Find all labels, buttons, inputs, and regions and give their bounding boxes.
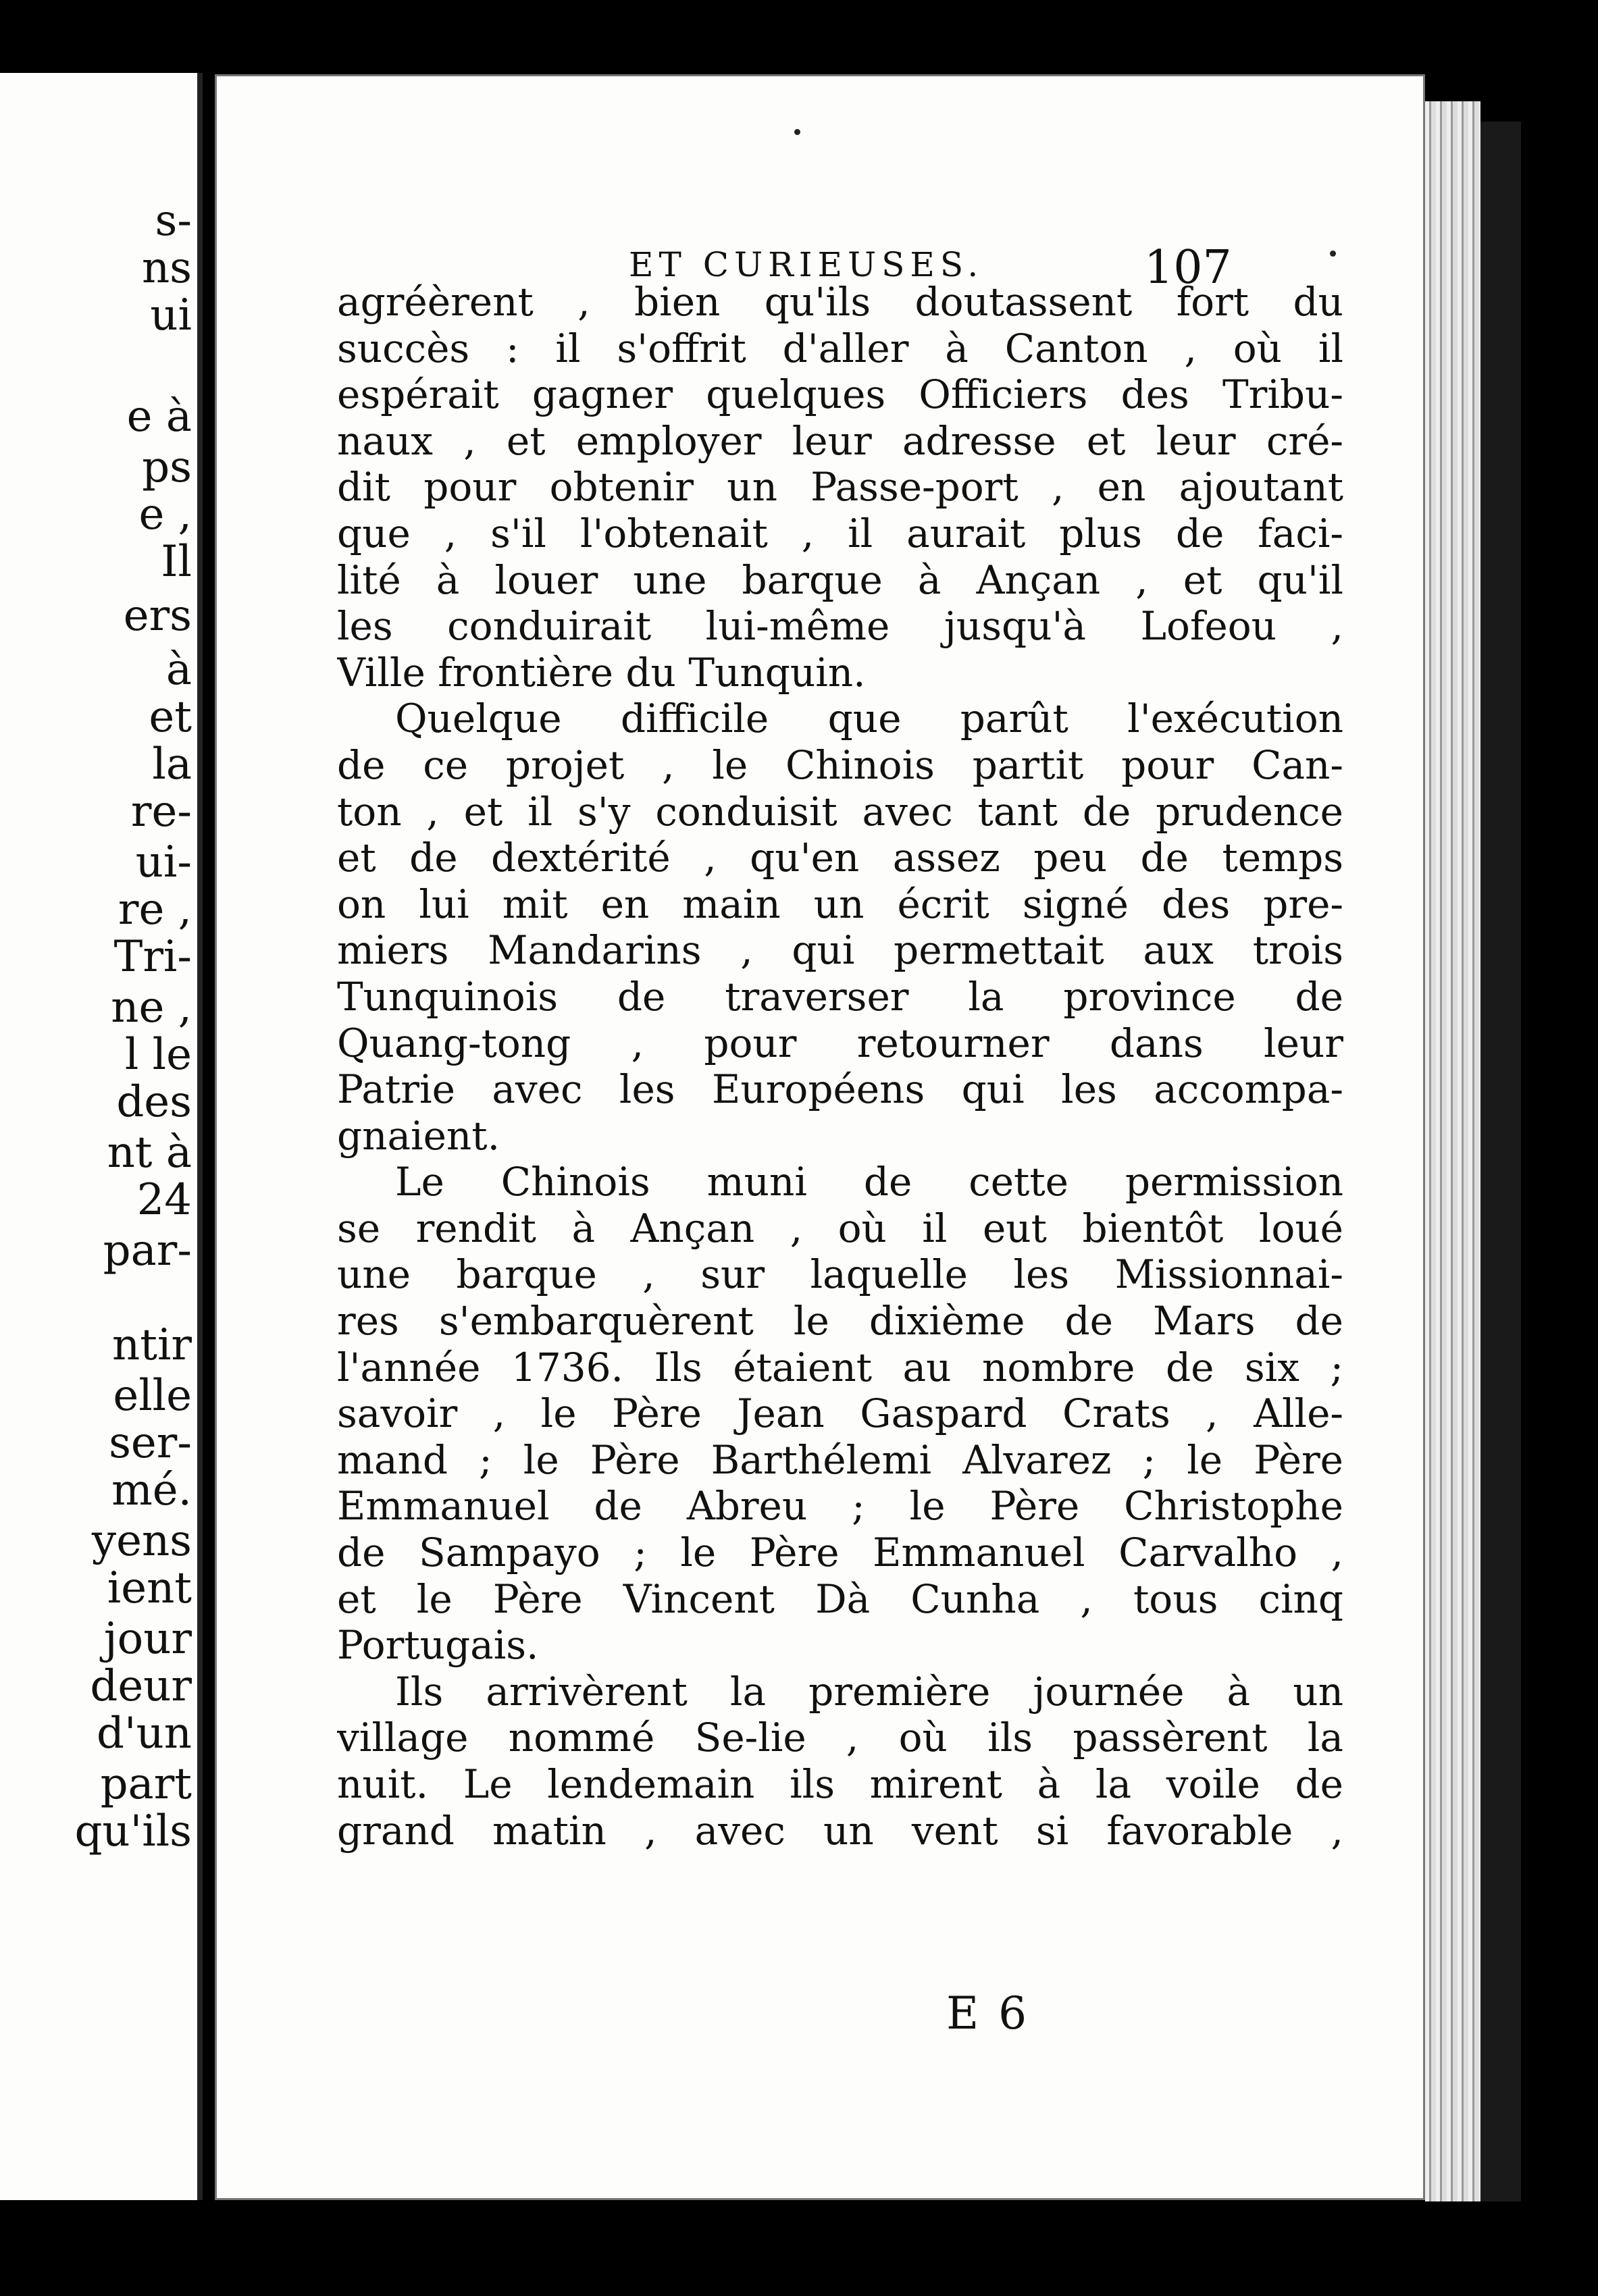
running-head: ET CURIEUSES.: [629, 245, 984, 284]
left-page-text-fragment: Tri-: [113, 932, 192, 982]
left-page-text-fragment: jour: [103, 1614, 192, 1664]
left-page-text-fragment: ers: [123, 591, 192, 641]
text-line: les conduirait lui-même jusqu'à Lofeou ,: [337, 603, 1343, 650]
text-line: mand ; le Père Barthélemi Alvarez ; le Père: [337, 1436, 1343, 1483]
text-line: Quelque difficile que parût l'exécution: [395, 696, 1343, 742]
paper-speck: [1330, 251, 1336, 257]
left-page-text-fragment: yens: [91, 1516, 192, 1566]
left-page-text-fragment: à: [165, 645, 192, 695]
page-edges: [1425, 101, 1480, 2201]
left-page-text-fragment: Il: [161, 537, 192, 587]
left-page-text-fragment: ui-: [135, 837, 192, 887]
text-line: Ville frontière du Tunquin.: [337, 649, 866, 696]
left-page-text-fragment: nt à: [107, 1128, 192, 1178]
left-page-text-fragment: part: [100, 1759, 192, 1809]
book-spine-shadow: [1480, 122, 1521, 2201]
text-line: Tunquinois de traverser la province de: [337, 973, 1343, 1020]
left-page-text-fragment: re-: [130, 787, 192, 837]
left-page-text-fragment: e à: [126, 392, 192, 442]
left-page-text-fragment: 24: [136, 1175, 192, 1225]
left-page-text-fragment: ne ,: [111, 983, 192, 1033]
text-line: que , s'il l'obtenait , il aurait plus de faci-: [337, 510, 1343, 556]
text-line: res s'embarquèrent le dixième de Mars de: [337, 1298, 1343, 1345]
paper-speck: [794, 129, 800, 135]
text-line: miers Mandarins , qui permettait aux trois: [337, 927, 1343, 974]
text-line: Ils arrivèrent la première journée à un: [395, 1668, 1343, 1715]
text-line: Le Chinois muni de cette permission: [395, 1159, 1343, 1205]
left-page-text-fragment: deur: [90, 1661, 192, 1711]
text-line: village nommé Se-lie , où ils passèrent la: [337, 1715, 1343, 1761]
left-page-text-fragment: ns: [141, 243, 192, 293]
page-body-text: [337, 279, 1343, 1854]
signature-mark: E 6: [946, 1987, 1030, 2039]
text-line: Portugais.: [337, 1622, 539, 1669]
left-page-text-fragment: et: [149, 692, 192, 742]
left-page-text-fragment: par-: [103, 1226, 192, 1276]
text-line: dit pour obtenir un Passe-port , en ajoutant: [337, 464, 1343, 511]
text-line: lité à louer une barque à Ançan , et qu'il: [337, 556, 1343, 603]
left-page-text-fragment: s-: [155, 196, 192, 246]
text-line: et de dextérité , qu'en assez peu de temps: [337, 835, 1343, 881]
left-page-fragment: [0, 73, 203, 2200]
left-page-text-fragment: mé.: [111, 1465, 192, 1515]
text-line: Quang-tong , pour retourner dans leur: [337, 1020, 1343, 1066]
left-page-text-fragment: e ,: [138, 490, 192, 540]
text-line: ton , et il s'y conduisit avec tant de prudence: [337, 788, 1343, 835]
text-line: se rendit à Ançan , où il eut bientôt loué: [337, 1205, 1343, 1251]
text-line: gnaient.: [337, 1112, 500, 1159]
text-line: une barque , sur laquelle les Missionnai-: [337, 1251, 1343, 1298]
text-line: l'année 1736. Ils étaient au nombre de six ;: [337, 1344, 1343, 1390]
left-page-text-fragment: ser-: [109, 1418, 192, 1468]
text-line: Emmanuel de Abreu ; le Père Christophe: [337, 1483, 1343, 1530]
left-page-text-fragment: la: [152, 739, 192, 789]
text-line: savoir , le Père Jean Gaspard Crats , Alle-: [337, 1390, 1343, 1437]
book-page: [215, 74, 1425, 2200]
left-page-text-fragment: l le: [124, 1030, 192, 1080]
left-page-text-fragment: ps: [142, 442, 192, 492]
left-page-text-fragment: ient: [107, 1563, 192, 1613]
text-line: naux , et employer leur adresse et leur cré-: [337, 417, 1343, 464]
text-line: de Sampayo ; le Père Emmanuel Carvalho ,: [337, 1530, 1343, 1576]
text-line: nuit. Le lendemain ils mirent à la voile de: [337, 1761, 1343, 1807]
page-number: 107: [1144, 241, 1232, 294]
left-page-text-fragment: d'un: [97, 1708, 192, 1758]
text-line: agréèrent , bien qu'ils doutassent fort du: [337, 279, 1343, 325]
text-line: grand matin , avec un vent si favorable ,: [337, 1807, 1343, 1854]
text-line: succès : il s'offrit d'aller à Canton , où il: [337, 325, 1343, 371]
left-page-text-fragment: re ,: [118, 885, 192, 935]
text-line: Patrie avec les Européens qui les accompa-: [337, 1066, 1343, 1113]
text-line: espérait gagner quelques Officiers des Tribu-: [337, 371, 1343, 418]
left-page-text-fragment: des: [116, 1077, 192, 1127]
left-page-text-fragment: elle: [113, 1371, 192, 1421]
left-page-text-fragment: ntir: [112, 1320, 192, 1370]
text-line: de ce projet , le Chinois partit pour Can-: [337, 741, 1343, 788]
text-line: on lui mit en main un écrit signé des pre-: [337, 881, 1343, 927]
left-page-text-fragment: ui: [150, 290, 192, 340]
text-line: et le Père Vincent Dà Cunha , tous cinq: [337, 1575, 1343, 1622]
left-page-text-fragment: qu'ils: [74, 1806, 192, 1856]
